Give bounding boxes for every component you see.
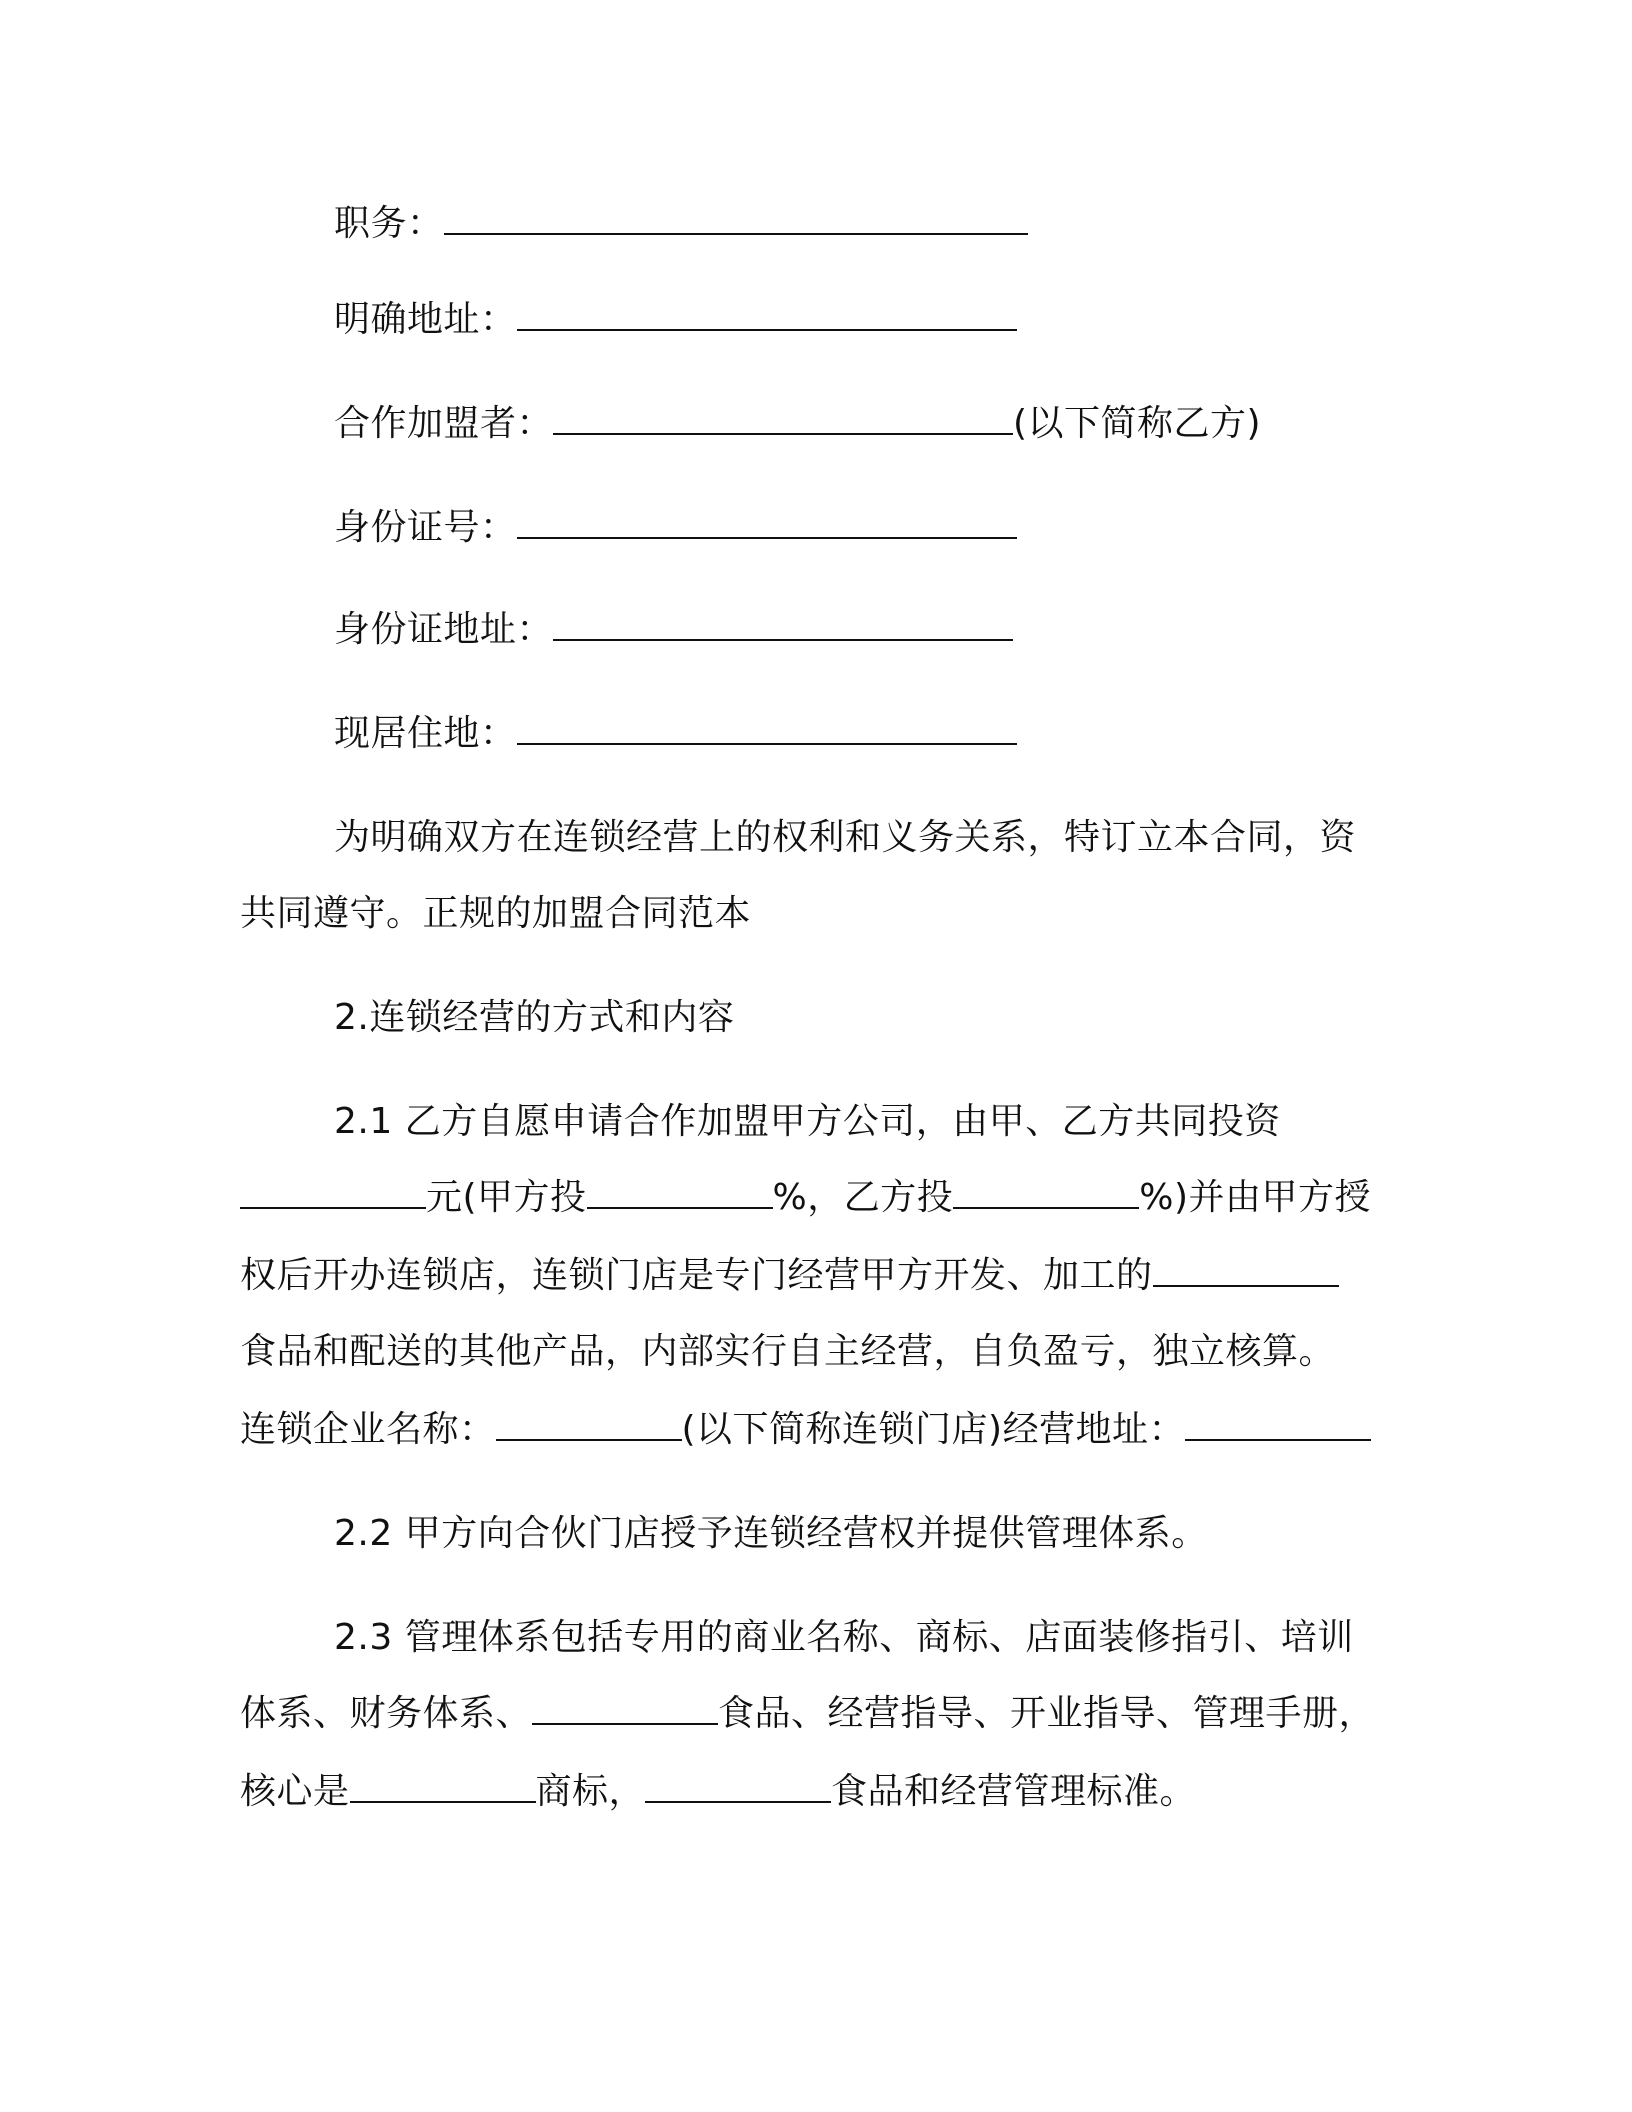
field-residence <box>334 712 1017 756</box>
fill-blank[interactable] <box>517 299 1017 331</box>
field-id-address <box>334 608 1013 652</box>
fill-blank[interactable] <box>553 403 1013 435</box>
clause-2-3-line <box>240 1770 1196 1814</box>
section-heading: 2.连锁经营的方式和内容 <box>334 997 735 1038</box>
clause-2-3-line <box>240 1692 1375 1736</box>
field-label: 身份证号： <box>334 507 517 548</box>
clause-text: 元(甲方投 <box>426 1177 587 1218</box>
fill-blank[interactable] <box>444 203 1028 235</box>
clause-2-1-line: 2.1 乙方自愿申请合作加盟甲方公司，由甲、乙方共同投资 <box>334 1101 1281 1142</box>
clause-2-2: 2.2 甲方向合伙门店授予连锁经营权并提供管理体系。 <box>334 1513 1208 1554</box>
clause-text: 食品和经营管理标准。 <box>831 1771 1197 1812</box>
fill-blank[interactable] <box>953 1177 1139 1209</box>
field-franchisee <box>334 402 1261 446</box>
clause-2-3-line: 2.3 管理体系包括专用的商业名称、商标、店面装修指引、培训 <box>334 1617 1354 1658</box>
clause-text: 体系、财务体系、 <box>240 1693 533 1734</box>
field-suffix: (以下简称乙方) <box>1013 403 1262 444</box>
clause-2-1-line <box>240 1254 1339 1298</box>
clause-text: 核心是 <box>240 1771 350 1812</box>
fill-blank[interactable] <box>645 1771 831 1803</box>
field-label: 身份证地址： <box>334 609 554 650</box>
clause-2-1-line: 食品和配送的其他产品，内部实行自主经营，自负盈亏，独立核算。 <box>240 1331 1336 1372</box>
clause-text: %，乙方投 <box>772 1177 954 1218</box>
fill-blank[interactable] <box>517 713 1017 745</box>
fill-blank[interactable] <box>496 1409 682 1441</box>
preamble-line: 为明确双方在连锁经营上的权利和义务关系，特订立本合同，资 <box>334 817 1357 858</box>
field-label: 现居住地： <box>334 713 517 754</box>
fill-blank[interactable] <box>240 1177 426 1209</box>
field-id-number <box>334 506 1017 550</box>
preamble-line: 共同遵守。正规的加盟合同范本 <box>240 893 752 934</box>
clause-text: 商标， <box>535 1771 646 1812</box>
fill-blank[interactable] <box>517 507 1017 539</box>
clause-text: 食品、经营指导、开业指导、管理手册， <box>718 1693 1376 1734</box>
field-label: 职务： <box>334 203 444 244</box>
field-address <box>334 298 1017 342</box>
fill-blank[interactable] <box>553 609 1013 641</box>
fill-blank[interactable] <box>1153 1255 1339 1287</box>
clause-text: 连锁企业名称： <box>240 1409 496 1450</box>
field-label: 明确地址： <box>334 299 517 340</box>
fill-blank[interactable] <box>587 1177 773 1209</box>
clause-text: %)并由甲方授 <box>1139 1177 1372 1218</box>
clause-2-1-line <box>240 1408 1371 1452</box>
field-label: 合作加盟者： <box>334 403 554 444</box>
clause-text: (以下简称连锁门店)经营地址： <box>681 1409 1186 1450</box>
fill-blank[interactable] <box>350 1771 536 1803</box>
fill-blank[interactable] <box>1185 1409 1371 1441</box>
field-position <box>334 202 1028 246</box>
fill-blank[interactable] <box>532 1693 718 1725</box>
clause-2-1-line <box>240 1176 1371 1220</box>
clause-text: 权后开办连锁店，连锁门店是专门经营甲方开发、加工的 <box>240 1255 1153 1296</box>
